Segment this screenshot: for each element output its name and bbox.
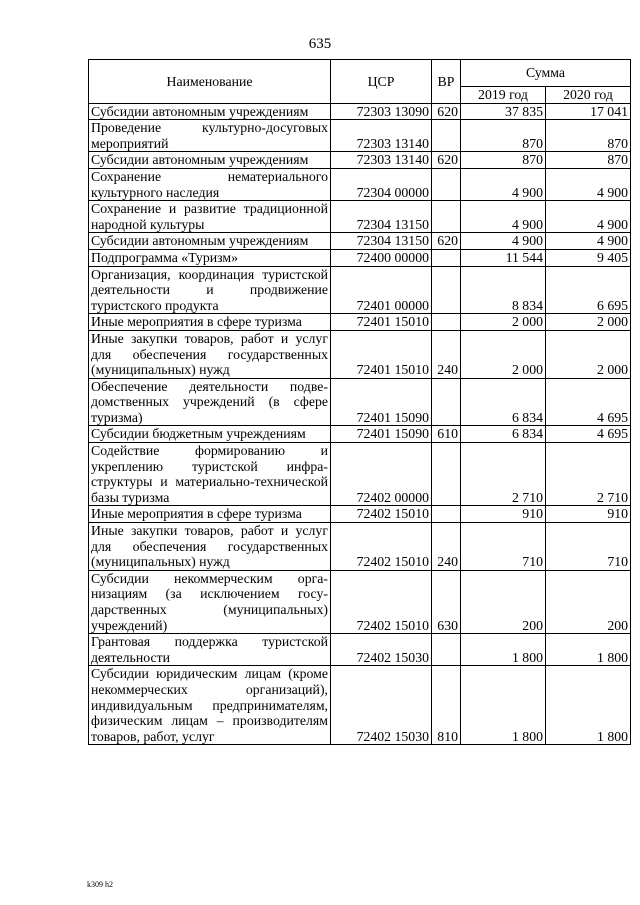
row-name: Иные мероприятия в сфере туризма <box>89 314 331 331</box>
row-2020: 910 <box>546 506 631 523</box>
row-2020: 9 405 <box>546 249 631 266</box>
row-csr: 72401 15010 <box>331 330 432 378</box>
row-2020: 4 900 <box>546 233 631 250</box>
row-2019: 870 <box>461 152 546 169</box>
row-vr: 630 <box>432 570 461 633</box>
table-row <box>89 506 631 523</box>
row-csr: 72303 13140 <box>331 152 432 169</box>
table-row <box>89 443 631 506</box>
row-name: Субсидии автономным учреждениям <box>89 103 331 120</box>
table-row <box>89 330 631 378</box>
table-row <box>89 426 631 443</box>
row-2020: 870 <box>546 120 631 152</box>
row-name: Субсидии автономным учреждениям <box>89 233 331 250</box>
row-2019: 8 834 <box>461 266 546 314</box>
row-name: Субсидии автономным учреждениям <box>89 152 331 169</box>
row-name: Грантовая поддержка туристской деятельности <box>89 634 331 666</box>
row-csr: 72402 15030 <box>331 666 432 745</box>
row-vr: 610 <box>432 426 461 443</box>
row-csr: 72401 00000 <box>331 266 432 314</box>
row-2020: 710 <box>546 523 631 571</box>
row-name: Проведение культурно-досуговых мероприятий <box>89 120 331 152</box>
row-name: Иные закупки товаров, работ и услуг для обеспечения государственных (муниципальных) нужд <box>89 523 331 571</box>
row-name: Субсидии некоммерческим организациям (за исключением государственных (муниципальных) учреждений) <box>89 570 331 633</box>
row-2020: 2 710 <box>546 443 631 506</box>
row-2020: 2 000 <box>546 330 631 378</box>
row-2019: 37 835 <box>461 103 546 120</box>
row-2020: 4 695 <box>546 378 631 426</box>
row-vr <box>432 120 461 152</box>
row-csr: 72402 15010 <box>331 570 432 633</box>
header-year-2019: 2019 год <box>461 87 546 104</box>
row-name: Содействие формированию и укреплению туристской инфраструктуры и материально-технической базы туризма <box>89 443 331 506</box>
row-2020: 4 900 <box>546 201 631 233</box>
row-2019: 4 900 <box>461 201 546 233</box>
table-row <box>89 120 631 152</box>
row-2020: 200 <box>546 570 631 633</box>
table-row <box>89 152 631 169</box>
row-csr: 72401 15090 <box>331 426 432 443</box>
row-name: Обеспечение деятельности подведомственных учреждений (в сфере туризма) <box>89 378 331 426</box>
row-vr: 240 <box>432 330 461 378</box>
header-name: Наименование <box>89 60 331 104</box>
row-2020: 6 695 <box>546 266 631 314</box>
row-2019: 6 834 <box>461 426 546 443</box>
row-name: Иные закупки товаров, работ и услуг для обеспечения государственных (муниципальных) нужд <box>89 330 331 378</box>
page-number: 635 <box>308 36 332 52</box>
table-body <box>89 103 631 745</box>
table-row <box>89 523 631 571</box>
row-2019: 11 544 <box>461 249 546 266</box>
header-vr: ВР <box>432 60 461 104</box>
row-2019: 6 834 <box>461 378 546 426</box>
row-name: Субсидии бюджетным учреждениям <box>89 426 331 443</box>
budget-table <box>88 59 631 745</box>
table-row <box>89 314 631 331</box>
header-year-2020: 2020 год <box>546 87 631 104</box>
row-csr: 72402 00000 <box>331 443 432 506</box>
row-vr <box>432 201 461 233</box>
row-vr: 240 <box>432 523 461 571</box>
table-row <box>89 168 631 200</box>
table-row <box>89 666 631 745</box>
row-2020: 1 800 <box>546 634 631 666</box>
header-sum: Сумма <box>461 60 631 87</box>
table-row <box>89 266 631 314</box>
row-csr: 72402 15030 <box>331 634 432 666</box>
row-name: Сохранение и развитие традиционной народной культуры <box>89 201 331 233</box>
row-2020: 870 <box>546 152 631 169</box>
row-vr <box>432 168 461 200</box>
row-vr: 620 <box>432 233 461 250</box>
row-vr <box>432 266 461 314</box>
table-row <box>89 634 631 666</box>
row-vr <box>432 506 461 523</box>
row-name: Сохранение нематериального культурного наследия <box>89 168 331 200</box>
row-2020: 4 900 <box>546 168 631 200</box>
table-row <box>89 378 631 426</box>
row-csr: 72304 13150 <box>331 233 432 250</box>
row-csr: 72402 15010 <box>331 506 432 523</box>
row-csr: 72401 15010 <box>331 314 432 331</box>
row-2019: 2 000 <box>461 330 546 378</box>
row-name: Субсидии юридическим лицам (кроме некоммерческих организаций), индивидуальным предпринимателям, физическим лицам – производителям товаров, работ, услуг <box>89 666 331 745</box>
row-2019: 910 <box>461 506 546 523</box>
table-row <box>89 103 631 120</box>
row-2019: 2 710 <box>461 443 546 506</box>
table-header <box>89 60 631 104</box>
row-vr: 620 <box>432 152 461 169</box>
row-csr: 72400 00000 <box>331 249 432 266</box>
row-vr: 620 <box>432 103 461 120</box>
table-row <box>89 570 631 633</box>
row-2020: 17 041 <box>546 103 631 120</box>
row-csr: 72304 13150 <box>331 201 432 233</box>
table-row <box>89 249 631 266</box>
row-2020: 4 695 <box>546 426 631 443</box>
row-2019: 1 800 <box>461 666 546 745</box>
row-name: Иные мероприятия в сфере туризма <box>89 506 331 523</box>
table-row <box>89 201 631 233</box>
row-2019: 2 000 <box>461 314 546 331</box>
row-2019: 870 <box>461 120 546 152</box>
row-2020: 2 000 <box>546 314 631 331</box>
row-name: Подпрограмма «Туризм» <box>89 249 331 266</box>
row-name: Организация, координация туристской деятельности и продвижение туристского продукта <box>89 266 331 314</box>
row-2019: 200 <box>461 570 546 633</box>
row-2019: 4 900 <box>461 233 546 250</box>
row-vr <box>432 443 461 506</box>
row-2019: 710 <box>461 523 546 571</box>
row-csr: 72401 15090 <box>331 378 432 426</box>
row-csr: 72303 13140 <box>331 120 432 152</box>
row-csr: 72303 13090 <box>331 103 432 120</box>
row-vr <box>432 634 461 666</box>
row-vr <box>432 249 461 266</box>
row-csr: 72304 00000 <box>331 168 432 200</box>
row-vr <box>432 378 461 426</box>
row-2019: 4 900 <box>461 168 546 200</box>
footer-code: k309 h2 <box>87 880 113 889</box>
row-vr <box>432 314 461 331</box>
header-csr: ЦСР <box>331 60 432 104</box>
row-2019: 1 800 <box>461 634 546 666</box>
row-csr: 72402 15010 <box>331 523 432 571</box>
row-2020: 1 800 <box>546 666 631 745</box>
row-vr: 810 <box>432 666 461 745</box>
table-row <box>89 233 631 250</box>
